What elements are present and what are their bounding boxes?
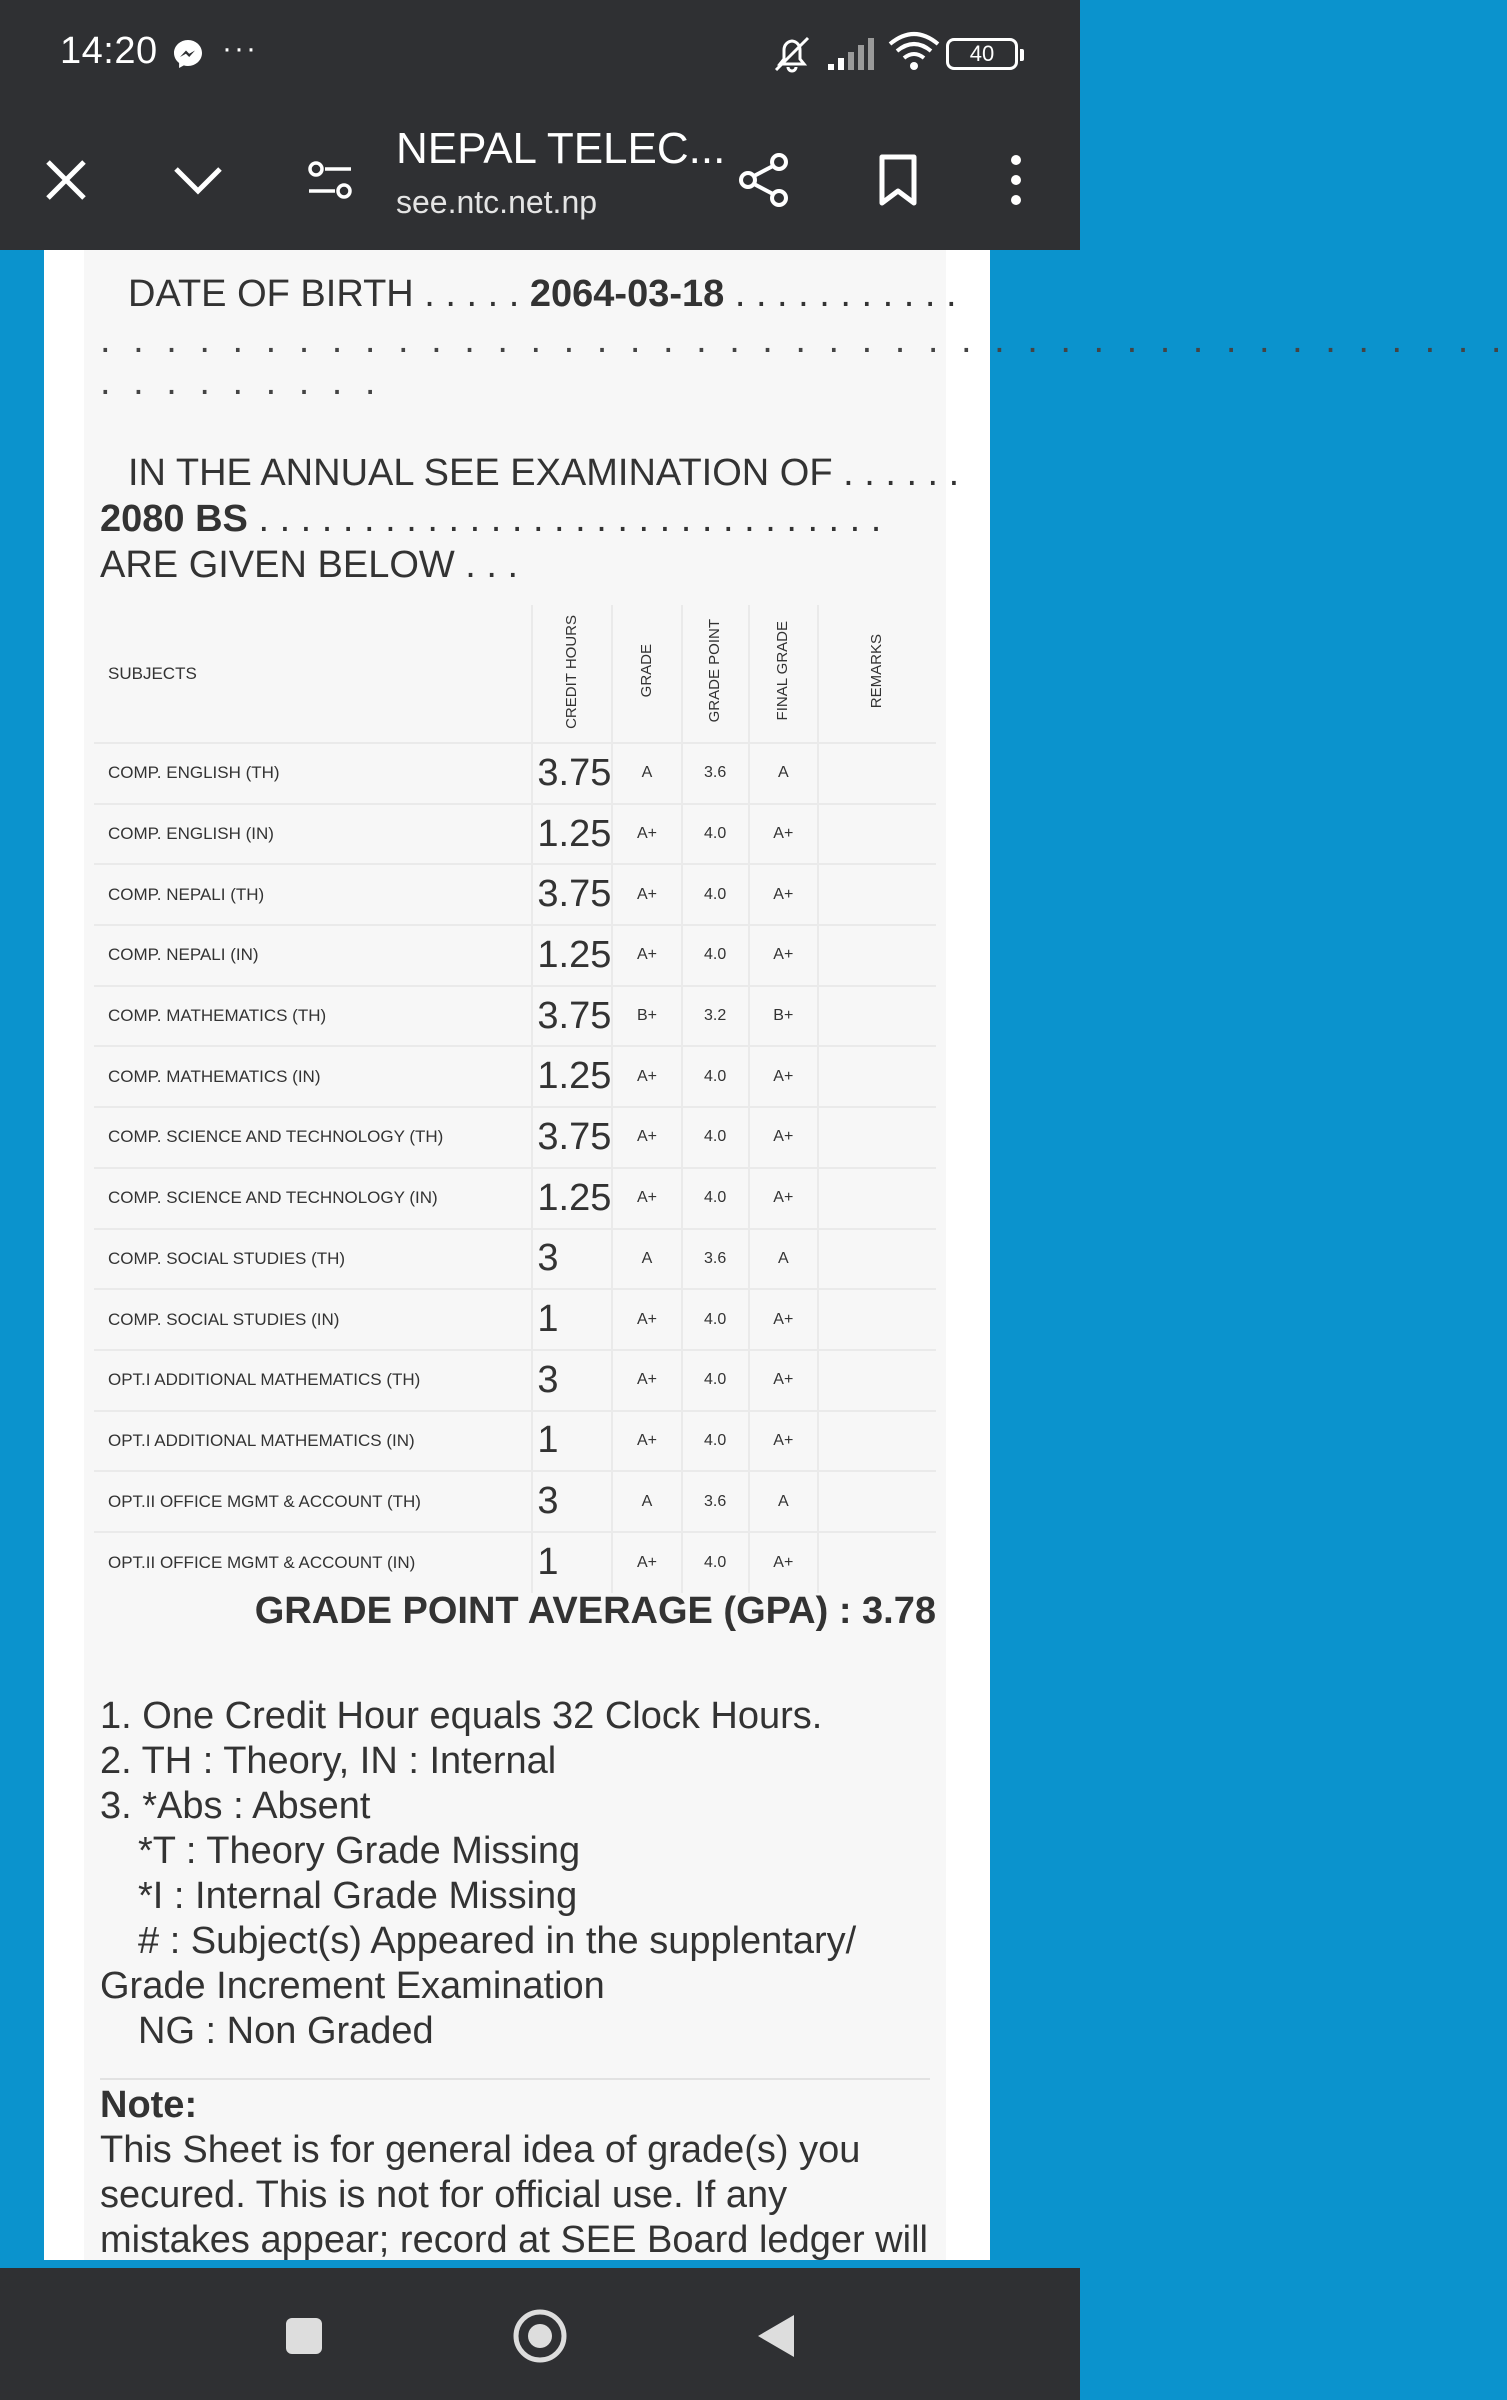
grade-point-cell: 4.0: [682, 1289, 749, 1350]
table-row: [94, 864, 936, 925]
subject-cell: COMP. SCIENCE AND TECHNOLOGY (TH): [94, 1107, 532, 1168]
dob-trail: . . . . . . . . . . .: [724, 273, 957, 315]
grade-point-cell: 3.6: [682, 1229, 749, 1290]
more-vert-icon: [1009, 154, 1023, 206]
credit-hours-cell: 3.75: [532, 864, 612, 925]
credit-hours-cell: 1.25: [532, 1046, 612, 1107]
divider: [100, 2078, 930, 2080]
table-row: [94, 1471, 936, 1532]
recents-button[interactable]: [266, 2298, 342, 2374]
table-row: [94, 1350, 936, 1411]
table-row: [94, 986, 936, 1047]
home-icon: [512, 2308, 568, 2364]
remarks-cell: [818, 1289, 936, 1350]
site-settings-button[interactable]: [290, 140, 370, 220]
table-row: [94, 1411, 936, 1472]
grade-sheet: [84, 250, 1507, 2261]
wifi-icon: [888, 32, 940, 74]
grade-cell: A+: [612, 1046, 681, 1107]
remarks-cell: [818, 1532, 936, 1593]
exam-year-trail: . . . . . . . . . . . . . . . . . . . . . . . . . . . . . .: [247, 498, 882, 540]
grade-cell: A+: [612, 864, 681, 925]
subject-cell: COMP. SOCIAL STUDIES (IN): [94, 1289, 532, 1350]
subject-cell: COMP. NEPALI (TH): [94, 864, 532, 925]
table-row: [94, 925, 936, 986]
grade-point-cell: 4.0: [682, 1350, 749, 1411]
grades-table: [94, 605, 936, 1593]
grade-cell: A: [612, 1471, 681, 1532]
table-row: [94, 1046, 936, 1107]
remarks-cell: [818, 986, 936, 1047]
header-final-grade: FINAL GRADE: [774, 621, 792, 721]
grade-cell: A+: [612, 1350, 681, 1411]
bookmark-button[interactable]: [858, 140, 938, 220]
table-row: [94, 1107, 936, 1168]
dotted-line: . . . . . . . . . . . . . . . . . . . . . . . . . . . . . . . . . . . . . . . . . . .: [100, 319, 1507, 361]
grade-point-cell: 4.0: [682, 1107, 749, 1168]
header-grade-point: GRADE POINT: [706, 619, 724, 723]
remarks-cell: [818, 1411, 936, 1472]
table-row: [94, 1168, 936, 1229]
credit-hours-cell: 1: [532, 1289, 612, 1350]
messenger-icon: [172, 38, 204, 70]
subject-cell: OPT.II OFFICE MGMT & ACCOUNT (TH): [94, 1471, 532, 1532]
grade-point-cell: 3.2: [682, 986, 749, 1047]
recents-icon: [284, 2316, 324, 2356]
grade-point-cell: 4.0: [682, 1168, 749, 1229]
credit-hours-cell: 3.75: [532, 986, 612, 1047]
credit-hours-cell: 1.25: [532, 925, 612, 986]
subject-cell: COMP. ENGLISH (TH): [94, 743, 532, 804]
site-title: NEPAL TELEC...: [396, 124, 726, 173]
remarks-cell: [818, 804, 936, 865]
status-time: 14:20: [60, 30, 158, 72]
remarks-cell: [818, 743, 936, 804]
credit-hours-cell: 3: [532, 1229, 612, 1290]
credit-hours-cell: 3.75: [532, 743, 612, 804]
subject-cell: OPT.I ADDITIONAL MATHEMATICS (IN): [94, 1411, 532, 1472]
remarks-cell: [818, 1471, 936, 1532]
final-grade-cell: A+: [749, 1168, 818, 1229]
final-grade-cell: A+: [749, 864, 818, 925]
grade-point-cell: 3.6: [682, 743, 749, 804]
credit-hours-cell: 3.75: [532, 1107, 612, 1168]
grade-cell: A+: [612, 1289, 681, 1350]
subject-cell: COMP. SCIENCE AND TECHNOLOGY (IN): [94, 1168, 532, 1229]
bookmark-icon: [878, 154, 918, 206]
final-grade-cell: A+: [749, 804, 818, 865]
legend-notes: [100, 1694, 930, 2054]
final-grade-cell: A+: [749, 1046, 818, 1107]
remarks-cell: [818, 1107, 936, 1168]
mute-icon: [770, 34, 814, 74]
chevron-down-icon: [172, 164, 224, 196]
grade-cell: A+: [612, 1532, 681, 1593]
exam-year: 2080 BS: [100, 498, 248, 540]
back-button[interactable]: [738, 2298, 814, 2374]
header-credit-hours: CREDIT HOURS: [563, 614, 581, 729]
close-icon: [44, 158, 88, 202]
credit-hours-cell: 1: [532, 1532, 612, 1593]
note-indented-line: *I : Internal Grade Missing: [138, 1875, 578, 1917]
grade-point-cell: 4.0: [682, 1046, 749, 1107]
note-ng: NG : Non Graded: [138, 2010, 434, 2052]
back-icon: [756, 2313, 796, 2359]
signal-icon: [826, 36, 880, 72]
final-grade-cell: A+: [749, 1532, 818, 1593]
site-url[interactable]: see.ntc.net.np: [396, 184, 598, 220]
remarks-cell: [818, 1046, 936, 1107]
dob-line: [100, 270, 957, 318]
table-header-row: [94, 605, 936, 743]
grade-cell: A+: [612, 925, 681, 986]
grade-cell: A+: [612, 1168, 681, 1229]
subject-cell: OPT.I ADDITIONAL MATHEMATICS (TH): [94, 1350, 532, 1411]
grade-point-cell: 4.0: [682, 925, 749, 986]
remarks-cell: [818, 864, 936, 925]
table-row: [94, 1289, 936, 1350]
more-options-button[interactable]: [976, 140, 1056, 220]
remarks-cell: [818, 925, 936, 986]
credit-hours-cell: 1.25: [532, 1168, 612, 1229]
tune-icon: [307, 160, 353, 200]
home-button[interactable]: [502, 2298, 578, 2374]
credit-hours-cell: 1.25: [532, 804, 612, 865]
grade-cell: A+: [612, 804, 681, 865]
exam-text: IN THE ANNUAL SEE EXAMINATION OF . . . . . .: [128, 452, 960, 494]
table-row: [94, 1229, 936, 1290]
final-grade-cell: A+: [749, 1350, 818, 1411]
browser-toolbar: [0, 110, 1080, 250]
dob-label: DATE OF BIRTH . . . . .: [128, 273, 520, 315]
dotted-line-short: . . . . . . . . .: [100, 361, 382, 403]
remarks-cell: [818, 1168, 936, 1229]
table-row: [94, 743, 936, 804]
final-grade-cell: A+: [749, 1289, 818, 1350]
navigation-bar: [0, 2268, 1080, 2400]
grade-point-cell: 4.0: [682, 804, 749, 865]
grade-point-cell: 4.0: [682, 1411, 749, 1472]
grade-cell: A: [612, 743, 681, 804]
grade-point-cell: 4.0: [682, 864, 749, 925]
status-bar: [0, 0, 1080, 110]
final-grade-cell: A+: [749, 1411, 818, 1472]
exam-year-line: [100, 496, 930, 542]
close-button[interactable]: [26, 140, 106, 220]
subject-cell: OPT.II OFFICE MGMT & ACCOUNT (IN): [94, 1532, 532, 1593]
grade-cell: A+: [612, 1107, 681, 1168]
grade-cell: A: [612, 1229, 681, 1290]
table-row: [94, 804, 936, 865]
table-row: [94, 1532, 936, 1593]
subject-cell: COMP. MATHEMATICS (IN): [94, 1046, 532, 1107]
credit-hours-cell: 1: [532, 1411, 612, 1472]
header-subjects: SUBJECTS: [108, 663, 197, 683]
dob-value: 2064-03-18: [529, 273, 725, 315]
final-grade-cell: A+: [749, 925, 818, 986]
share-icon: [737, 152, 791, 208]
subject-cell: COMP. MATHEMATICS (TH): [94, 986, 532, 1047]
final-grade-cell: A+: [749, 1107, 818, 1168]
exam-line: [100, 450, 960, 496]
note-indented-line: # : Subject(s) Appeared in the supplentary/: [138, 1920, 857, 1962]
header-remarks: REMARKS: [868, 634, 886, 709]
final-grade-cell: A: [749, 1229, 818, 1290]
credit-hours-cell: 3: [532, 1471, 612, 1532]
share-button[interactable]: [724, 140, 804, 220]
note-title: Note:: [100, 2084, 198, 2126]
note-line: 2. TH : Theory, IN : Internal: [100, 1740, 557, 1782]
subject-cell: COMP. SOCIAL STUDIES (TH): [94, 1229, 532, 1290]
note-body: This Sheet is for general idea of grade(s) you secured. This is not for official use. If any mistakes appear; record at SEE Board ledger will: [100, 2129, 928, 2261]
gpa-summary: GRADE POINT AVERAGE (GPA) : 3.78: [254, 1590, 936, 1632]
subject-cell: COMP. ENGLISH (IN): [94, 804, 532, 865]
final-grade-cell: B+: [749, 986, 818, 1047]
minimize-button[interactable]: [158, 140, 238, 220]
grade-point-cell: 4.0: [682, 1532, 749, 1593]
note-line: 3. *Abs : Absent: [100, 1785, 371, 1827]
note-indented-line: *T : Theory Grade Missing: [138, 1830, 581, 1872]
remarks-cell: [818, 1229, 936, 1290]
note-continuation: Grade Increment Examination: [100, 1965, 605, 2007]
grade-cell: A+: [612, 1411, 681, 1472]
header-grade: GRADE: [637, 644, 655, 698]
more-dots-icon: ···: [222, 32, 258, 65]
subject-cell: COMP. NEPALI (IN): [94, 925, 532, 986]
remarks-cell: [818, 1350, 936, 1411]
grade-point-cell: 3.6: [682, 1471, 749, 1532]
given-below-text: ARE GIVEN BELOW . . .: [100, 544, 519, 586]
grade-cell: B+: [612, 986, 681, 1047]
battery-icon: 40: [946, 38, 1018, 70]
note-line: 1. One Credit Hour equals 32 Clock Hours.: [100, 1695, 823, 1737]
final-grade-cell: A: [749, 1471, 818, 1532]
final-grade-cell: A: [749, 743, 818, 804]
credit-hours-cell: 3: [532, 1350, 612, 1411]
